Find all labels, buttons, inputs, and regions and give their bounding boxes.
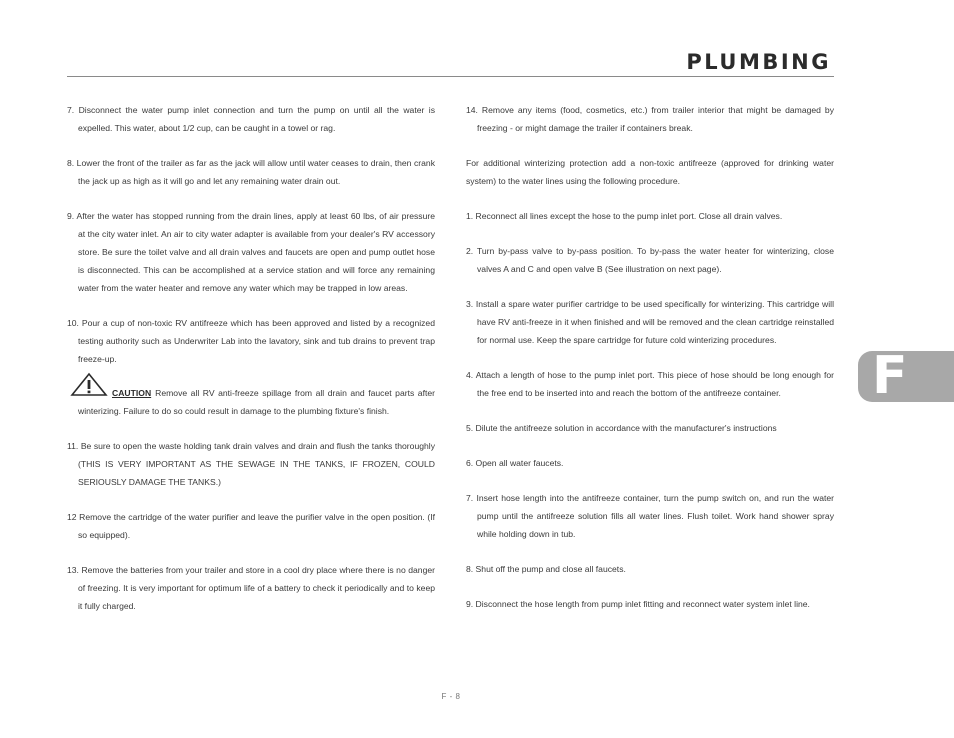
procedure-step: 1. Reconnect all lines except the hose to the pump inlet port. Close all drain valves.	[466, 211, 783, 221]
procedure-step: 2. Turn by-pass valve to by-pass position. To by-pass the water heater for winterizing, close valves A and C and open valve B (See illustration on next page).	[466, 246, 834, 274]
left-column	[67, 101, 435, 632]
section-tab-letter: F	[872, 346, 908, 406]
warning-triangle-icon	[78, 372, 112, 402]
procedure-step: 4. Attach a length of hose to the pump inlet port. This piece of hose should be long enough for the free end to be inserted into and reach the bottom of the antifreeze container.	[466, 370, 834, 398]
list-item: 8. Lower the front of the trailer as far as the jack will allow until water ceases to drain, then crank the jack up as high as it will go and let any remaining water drain out.	[67, 158, 435, 186]
procedure-step: 7. Insert hose length into the antifreeze container, turn the pump switch on, and run the water pump until the antifreeze solution fills all water lines. Flush toilet. Work hand shower spray while holding down in tub.	[466, 493, 834, 539]
list-item: 7. Disconnect the water pump inlet connection and turn the pump on until all the water is expelled. This water, about 1/2 cup, can be caught in a towel or rag.	[67, 105, 435, 133]
page-number: F - 8	[441, 692, 461, 701]
intro-paragraph: For additional winterizing protection add a non-toxic antifreeze (approved for drinking water system) to the water lines using the following procedure.	[466, 158, 834, 186]
caution-text: Remove all RV anti-freeze spillage from all drain and faucet parts after winterizing. Failure to do so could result in damage to the plumbing fixture's finish.	[78, 388, 435, 416]
procedure-step: 5. Dilute the antifreeze solution in accordance with the manufacturer's instructions	[466, 423, 777, 433]
page-title: PLUMBING	[686, 50, 831, 74]
list-item: 13. Remove the batteries from your trailer and store in a cool dry place where there is no danger of freezing. It is very important for optimum life of a battery to check it periodically and to keep it fully charged.	[67, 565, 435, 611]
caution-label: CAUTION	[112, 388, 152, 398]
right-column	[466, 101, 834, 630]
list-item: 14. Remove any items (food, cosmetics, etc.) from trailer interior that might be damaged by freezing - or might damage the trailer if containers break.	[466, 105, 834, 133]
procedure-step: 3. Install a spare water purifier cartridge to be used specifically for winterizing. This cartridge will have RV anti-freeze in it when finished and will be removed and the clean cartridge reinstalled for normal use. Keep the spare cartridge for future cold winterizing procedures.	[466, 299, 834, 345]
list-item: 10. Pour a cup of non-toxic RV antifreeze which has been approved and listed by a recognized testing authority such as Underwriter Lab into the lavatory, sink and tub drains to prevent trap freeze-up.	[67, 318, 435, 364]
header-divider	[67, 76, 834, 77]
procedure-step: 8. Shut off the pump and close all faucets.	[466, 564, 626, 574]
caution-note	[67, 372, 435, 420]
list-item: 11. Be sure to open the waste holding tank drain valves and drain and flush the tanks thoroughly (THIS IS VERY IMPORTANT AS THE SEWAGE IN THE TANKS, IF FROZEN, COULD SERIOUSLY DAMAGE THE TANKS.)	[67, 441, 435, 487]
procedure-step: 6. Open all water faucets.	[466, 458, 564, 468]
list-item: 12 Remove the cartridge of the water purifier and leave the purifier valve in the open position. (If so equipped).	[67, 512, 435, 540]
list-item: 9. After the water has stopped running from the drain lines, apply at least 60 lbs, of air pressure at the city water inlet. An air to city water adapter is available from your dealer's RV accessory store. Be sure the toilet valve and all drain valves and faucets are open and pump outlet hose is disconnected. This can be accomplished at a service station and will force any remaining water from the water heater and remove any water which may be trapped in low areas.	[67, 211, 435, 293]
section-tab	[858, 346, 954, 406]
procedure-step: 9. Disconnect the hose length from pump inlet fitting and reconnect water system inlet line.	[466, 599, 810, 609]
